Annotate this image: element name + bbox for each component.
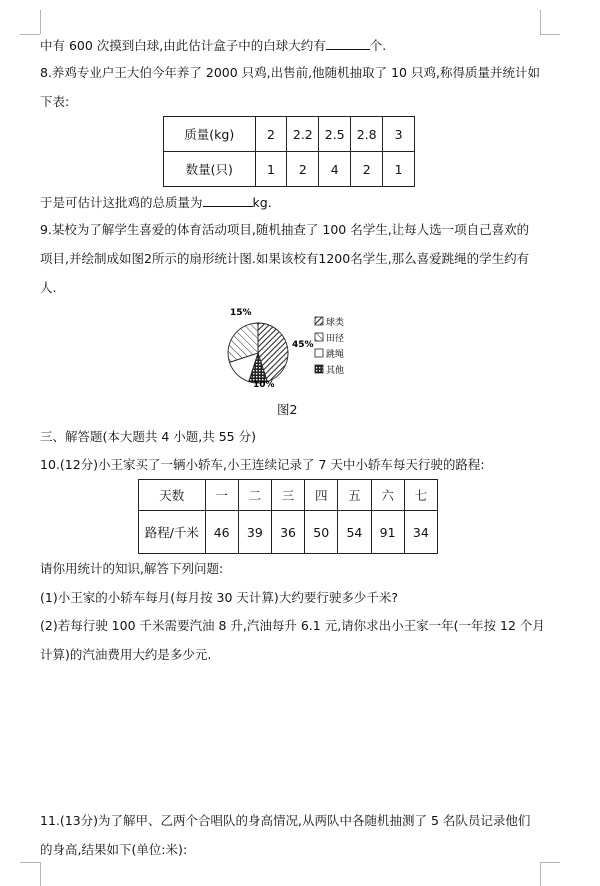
weight-cell: 2.5 xyxy=(319,117,351,152)
q10-line-2: 请你用统计的知识,解答下列问题: xyxy=(40,561,224,576)
distance-cell: 54 xyxy=(338,511,371,554)
crop-mark-top-left-h xyxy=(20,34,40,35)
distance-cell: 50 xyxy=(305,511,338,554)
section-heading: 三、解答题(本大题共 4 小题,共 55 分) xyxy=(40,429,256,444)
legend-swatch-ball xyxy=(315,317,323,325)
q11-line-1: 11.(13分)为了解甲、乙两个合唱队的身高情况,从两队中各随机抽测了 5 名队员记录他们 xyxy=(40,813,531,828)
pie-label-45: 45% xyxy=(292,340,314,350)
distance-header: 路程/千米 xyxy=(139,511,206,554)
crop-mark-bottom-right-h xyxy=(540,862,560,863)
distance-cell: 91 xyxy=(371,511,404,554)
weight-header: 质量(kg) xyxy=(164,117,256,152)
q9-line-1: 9.某校为了解学生喜爱的体育活动项目,随机抽查了 100 名学生,让每人选一项自己喜欢的 xyxy=(40,222,530,237)
weight-cell: 2 xyxy=(255,117,287,152)
day-cell: 四 xyxy=(305,480,338,511)
legend xyxy=(315,316,344,376)
day-cell: 六 xyxy=(371,480,404,511)
count-header: 数量(只) xyxy=(164,152,256,187)
figure-caption: 图2 xyxy=(277,402,298,417)
q10-line-1: 10.(12分)小王家买了一辆小轿车,小王连续记录了 7 天中小轿车每天行驶的路程: xyxy=(40,457,485,472)
q9-line-2: 项目,并绘制成如图2所示的扇形统计图.如果该校有1200名学生,那么喜爱跳绳的学生约有 xyxy=(40,251,530,266)
distance-cell: 46 xyxy=(205,511,238,554)
distance-table xyxy=(138,479,438,554)
pie-label-10: 10% xyxy=(253,380,275,390)
crop-mark-top-right-v xyxy=(540,10,541,34)
weight-table xyxy=(163,116,415,187)
crop-mark-top-right-h xyxy=(540,34,560,35)
answer-blank[interactable] xyxy=(203,193,253,207)
distance-cell: 39 xyxy=(238,511,271,554)
count-cell: 4 xyxy=(319,152,351,187)
q8-text: 于是可估计这批鸡的总质量为 xyxy=(40,195,203,210)
q8-line-2: 下表: xyxy=(40,94,70,109)
day-cell: 七 xyxy=(404,480,437,511)
q11-line-2: 的身高,结果如下(单位:米): xyxy=(40,842,188,857)
pie-chart-figure xyxy=(225,306,365,394)
pie-slices xyxy=(228,323,288,383)
q8-line-1: 8.养鸡专业户王大伯今年养了 2000 只鸡,出售前,他随机抽取了 10 只鸡,称得质量并统计如 xyxy=(40,65,540,80)
answer-blank[interactable] xyxy=(326,36,370,50)
weight-cell: 3 xyxy=(383,117,415,152)
day-cell: 三 xyxy=(271,480,304,511)
legend-label-rope: 跳绳 xyxy=(326,350,345,360)
legend-swatch-other xyxy=(315,365,323,373)
crop-mark-bottom-right-v xyxy=(540,862,541,886)
legend-swatch-rope xyxy=(315,349,323,357)
q10-line-3: (1)小王家的小轿车每月(每月按 30 天计算)大约要行驶多少千米? xyxy=(40,590,398,605)
count-cell: 2 xyxy=(351,152,383,187)
q10-line-5: 计算)的汽油费用大约是多少元. xyxy=(40,647,212,662)
day-cell: 五 xyxy=(338,480,371,511)
weight-cell: 2.8 xyxy=(351,117,383,152)
day-cell: 一 xyxy=(205,480,238,511)
crop-mark-top-left-v xyxy=(40,10,41,34)
legend-label-ball: 球类 xyxy=(326,318,345,328)
crop-mark-bottom-left-h xyxy=(20,862,40,863)
count-cell: 1 xyxy=(255,152,287,187)
distance-cell: 34 xyxy=(404,511,437,554)
q10-line-4: (2)若每行驶 100 千米需要汽油 8 升,汽油每升 6.1 元,请你求出小王家一年(一年按 12 个月 xyxy=(40,618,545,633)
day-header: 天数 xyxy=(139,480,206,511)
legend-swatch-track xyxy=(315,333,323,341)
question-7-tail xyxy=(40,36,386,55)
distance-cell: 36 xyxy=(271,511,304,554)
pie-label-15: 15% xyxy=(230,308,252,318)
day-cell: 二 xyxy=(238,480,271,511)
q8-unit: kg. xyxy=(252,195,272,210)
crop-mark-bottom-left-v xyxy=(40,862,41,886)
legend-label-other: 其他 xyxy=(326,366,345,376)
q8-line-3 xyxy=(40,193,272,212)
q7-text: 中有 600 次摸到白球,由此估计盒子中的白球大约有 xyxy=(40,38,326,53)
legend-label-track: 田径 xyxy=(326,334,345,344)
q7-unit: 个. xyxy=(369,38,387,53)
count-cell: 1 xyxy=(383,152,415,187)
count-cell: 2 xyxy=(287,152,319,187)
weight-cell: 2.2 xyxy=(287,117,319,152)
q9-line-3: 人. xyxy=(40,280,57,295)
